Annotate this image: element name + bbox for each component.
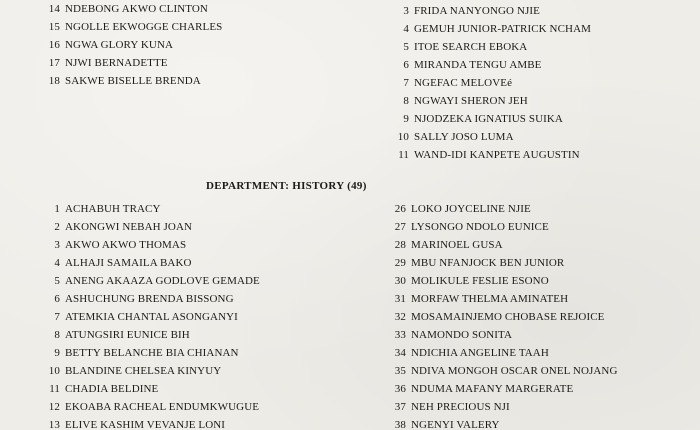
item-name: NDUMA MAFANY MARGERATE (411, 383, 574, 395)
list-item (44, 326, 260, 344)
item-number: 18 (48, 75, 60, 87)
list-item (393, 92, 591, 110)
item-number: 10 (48, 365, 60, 377)
department-heading (206, 180, 367, 192)
item-number: 13 (48, 419, 60, 430)
item-name: MORFAW THELMA AMINATEH (411, 293, 569, 305)
item-name: NGENYI VALERY (411, 419, 500, 430)
list-item (390, 308, 618, 326)
item-name: SAKWE BISELLE BRENDA (65, 75, 201, 87)
list-item (44, 0, 222, 18)
list-item (390, 416, 618, 430)
item-name: FRIDA NANYONGO NJIE (414, 5, 540, 17)
item-number: 10 (397, 131, 409, 143)
list-item (390, 200, 618, 218)
name-list-top-left (44, 0, 222, 90)
list-item (44, 218, 260, 236)
item-name: NAMONDO SONITA (411, 329, 513, 341)
list-item (390, 254, 618, 272)
department-count: (49) (347, 180, 367, 192)
item-number: 28 (394, 239, 406, 251)
item-name: ALHAJI SAMAILA BAKO (65, 257, 192, 269)
item-name: AKWO AKWO THOMAS (65, 239, 187, 251)
list-item (44, 200, 260, 218)
list-item (44, 272, 260, 290)
item-name: EKOABA RACHEAL ENDUMKWUGUE (65, 401, 260, 413)
list-item (44, 18, 222, 36)
item-number: 30 (394, 275, 406, 287)
item-name: MARINOEL GUSA (411, 239, 503, 251)
list-item (44, 72, 222, 90)
item-name: NDEBONG AKWO CLINTON (65, 3, 208, 15)
item-number: 11 (49, 383, 60, 395)
item-number: 17 (48, 57, 60, 69)
item-name: BLANDINE CHELSEA KINYUY (65, 365, 222, 377)
item-number: 36 (394, 383, 406, 395)
item-number: 4 (403, 23, 409, 35)
item-number: 3 (54, 239, 60, 251)
item-number: 1 (54, 203, 60, 215)
department-heading-label: DEPARTMENT: HISTORY (206, 180, 345, 192)
item-number: 3 (403, 5, 409, 17)
item-number: 37 (394, 401, 406, 413)
list-item (44, 254, 260, 272)
item-number: 5 (54, 275, 60, 287)
item-number: 9 (54, 347, 60, 359)
item-number: 38 (394, 419, 406, 430)
item-name: ASHUCHUNG BRENDA BISSONG (65, 293, 234, 305)
list-item (390, 380, 618, 398)
item-number: 11 (398, 149, 409, 161)
history-list-left (44, 200, 260, 430)
item-name: ANENG AKAAZA GODLOVE GEMADE (65, 275, 260, 287)
item-number: 12 (48, 401, 60, 413)
item-name: ATEMKIA CHANTAL ASONGANYI (65, 311, 238, 323)
item-name: ELIVE KASHIM VEVANJE LONI (65, 419, 226, 430)
item-name: NGWAYI SHERON JEH (414, 95, 528, 107)
item-name: ATUNGSIRI EUNICE BIH (65, 329, 190, 341)
item-name: MIRANDA TENGU AMBE (414, 59, 542, 71)
item-number: 6 (54, 293, 60, 305)
item-name: NGEFAC MELOVEé (414, 77, 513, 89)
list-item (44, 398, 260, 416)
list-item (44, 54, 222, 72)
item-number: 32 (394, 311, 406, 323)
list-item (393, 146, 591, 164)
item-number: 8 (403, 95, 409, 107)
item-number: 7 (54, 311, 60, 323)
item-name: MBU NFANJOCK BEN JUNIOR (411, 257, 565, 269)
list-item (44, 416, 260, 430)
list-item (44, 344, 260, 362)
name-list-top-right (393, 2, 591, 164)
list-item (44, 362, 260, 380)
item-number: 26 (394, 203, 406, 215)
item-number: 14 (48, 3, 60, 15)
item-name: NDIVA MONGOH OSCAR ONEL NOJANG (411, 365, 618, 377)
list-item (44, 380, 260, 398)
item-number: 8 (54, 329, 60, 341)
item-name: ACHABUH TRACY (65, 203, 161, 215)
list-item (393, 20, 591, 38)
item-number: 7 (403, 77, 409, 89)
list-item (390, 218, 618, 236)
item-name: NEH PRECIOUS NJI (411, 401, 510, 413)
item-number: 2 (54, 221, 60, 233)
list-item (390, 344, 618, 362)
item-name: NGWA GLORY KUNA (65, 39, 174, 51)
list-item (393, 38, 591, 56)
list-item (390, 362, 618, 380)
item-name: NJWI BERNADETTE (65, 57, 168, 69)
list-item (390, 398, 618, 416)
item-name: SALLY JOSO LUMA (414, 131, 514, 143)
item-name: NJODZEKA IGNATIUS SUIKA (414, 113, 563, 125)
item-number: 29 (394, 257, 406, 269)
item-number: 34 (394, 347, 406, 359)
item-number: 9 (403, 113, 409, 125)
list-item (44, 236, 260, 254)
item-number: 35 (394, 365, 406, 377)
item-name: BETTY BELANCHE BIA CHIANAN (65, 347, 239, 359)
history-list-right (390, 200, 618, 430)
list-item (393, 2, 591, 20)
list-item (393, 74, 591, 92)
list-item (390, 326, 618, 344)
item-name: NDICHIA ANGELINE TAAH (411, 347, 549, 359)
item-number: 31 (394, 293, 406, 305)
item-number: 33 (394, 329, 406, 341)
list-item (390, 272, 618, 290)
item-name: WAND-IDI KANPETE AUGUSTIN (414, 149, 580, 161)
item-number: 5 (403, 41, 409, 53)
list-item (393, 56, 591, 74)
item-name: ITOE SEARCH EBOKA (414, 41, 528, 53)
item-name: LYSONGO NDOLO EUNICE (411, 221, 549, 233)
list-item (393, 110, 591, 128)
item-name: GEMUH JUNIOR-PATRICK NCHAM (414, 23, 591, 35)
list-item (44, 36, 222, 54)
item-number: 15 (48, 21, 60, 33)
list-item (390, 290, 618, 308)
item-number: 27 (394, 221, 406, 233)
item-name: LOKO JOYCELINE NJIE (411, 203, 531, 215)
item-number: 6 (403, 59, 409, 71)
item-name: AKONGWI NEBAH JOAN (65, 221, 193, 233)
item-name: MOLIKULE FESLIE ESONO (411, 275, 549, 287)
list-item (390, 236, 618, 254)
item-name: NGOLLE EKWOGGE CHARLES (65, 21, 223, 33)
list-item (44, 308, 260, 326)
item-name: CHADIA BELDINE (65, 383, 159, 395)
item-name: MOSAMAINJEMO CHOBASE REJOICE (411, 311, 605, 323)
item-number: 4 (54, 257, 60, 269)
list-item (393, 128, 591, 146)
item-number: 16 (48, 39, 60, 51)
list-item (44, 290, 260, 308)
